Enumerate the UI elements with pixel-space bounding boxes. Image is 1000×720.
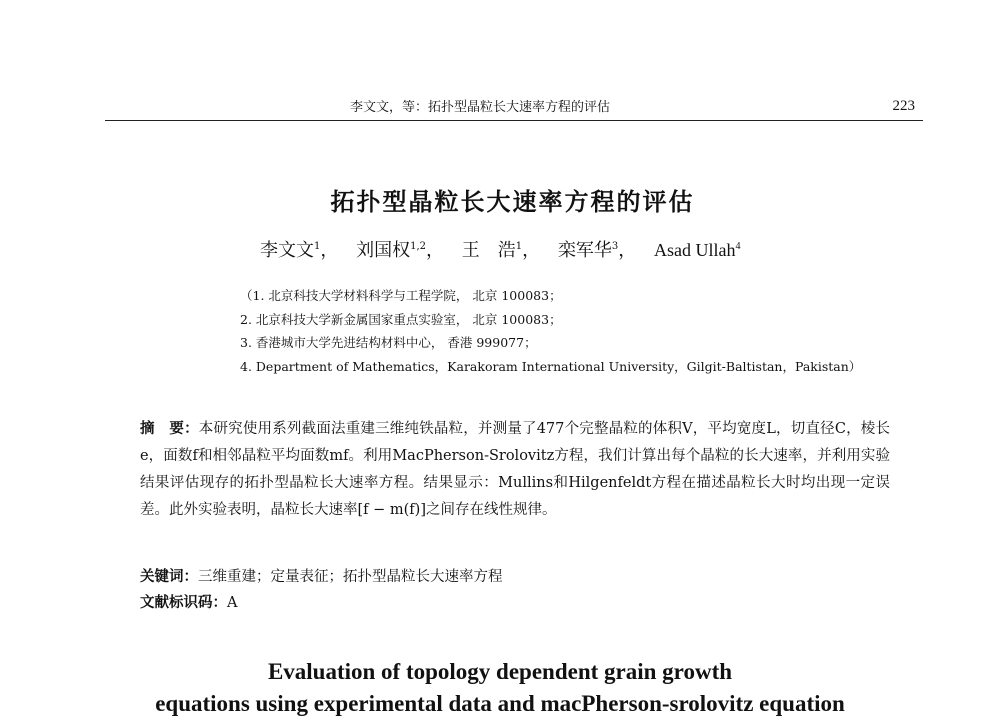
document-code xyxy=(140,591,237,612)
affiliation-line: 2. 北京科技大学新金属国家重点实验室， 北京 100083； xyxy=(240,311,562,327)
affiliation-line: （1. 北京科技大学材料科学与工程学院， 北京 100083； xyxy=(240,288,562,303)
author: 刘国权$^{1,2}$ xyxy=(356,240,427,261)
document-code-value: A xyxy=(227,595,238,611)
author: Asad Ullah$^4$ xyxy=(653,240,741,260)
abstract-label: 摘 要： xyxy=(140,421,199,437)
affiliation-list xyxy=(240,284,861,378)
affiliation-line: 4. Department of Mathematics，Karakoram International University，Gilgit-Baltistan，Pakistan） xyxy=(240,358,862,374)
affiliation-line: 3. 香港城市大学先进结构材料中心， 香港 999077； xyxy=(240,335,537,350)
author: 王 浩$^1$ xyxy=(461,240,523,261)
keywords xyxy=(140,565,503,586)
keywords-text: 三维重建；定量表征；拓扑型晶粒长大速率方程 xyxy=(198,569,503,585)
abstract-text: 本研究使用系列截面法重建三维纯铁晶粒，并测量了477个完整晶粒的体积V，平均宽度L，切直径C，棱长e，面数f和相邻晶粒平均面数mf。利用MacPherson-Srolovitz方程，我们计算出每个晶粒的长大速率，并利用实验结果评估现存的拓扑型晶粒长大速率方程。结果显示：Mullins和Hilgenfeldt方程在描述晶粒长大时均出现一定误差。此外实验表明，晶粒长大速率[f − m(f)]之间存在线性规律。 xyxy=(140,421,891,518)
keywords-label: 关键词： xyxy=(140,569,198,585)
title-english-line: equations using experimental data and macPherson-srolovitz equation xyxy=(155,691,845,716)
paper-title-chinese: 拓扑型晶粒长大速率方程的评估 xyxy=(330,188,695,216)
paper-title-english xyxy=(0,656,1000,720)
author-list: 李文文$^1$， 刘国权$^{1,2}$， 王 浩$^1$， 栾军华$^3$， Asad Ullah$^4$ xyxy=(260,240,741,261)
title-english-line: Evaluation of topology dependent grain growth xyxy=(267,659,733,684)
page-number: 223 xyxy=(892,98,915,114)
running-header-title: 李文文，等：拓扑型晶粒长大速率方程的评估 xyxy=(350,100,611,115)
header-rule xyxy=(105,120,923,121)
author: 栾军华$^3$ xyxy=(557,240,619,261)
running-header xyxy=(110,92,915,116)
document-code-label: 文献标识码： xyxy=(140,595,227,611)
abstract xyxy=(140,416,890,524)
author: 李文文$^1$ xyxy=(260,240,321,261)
